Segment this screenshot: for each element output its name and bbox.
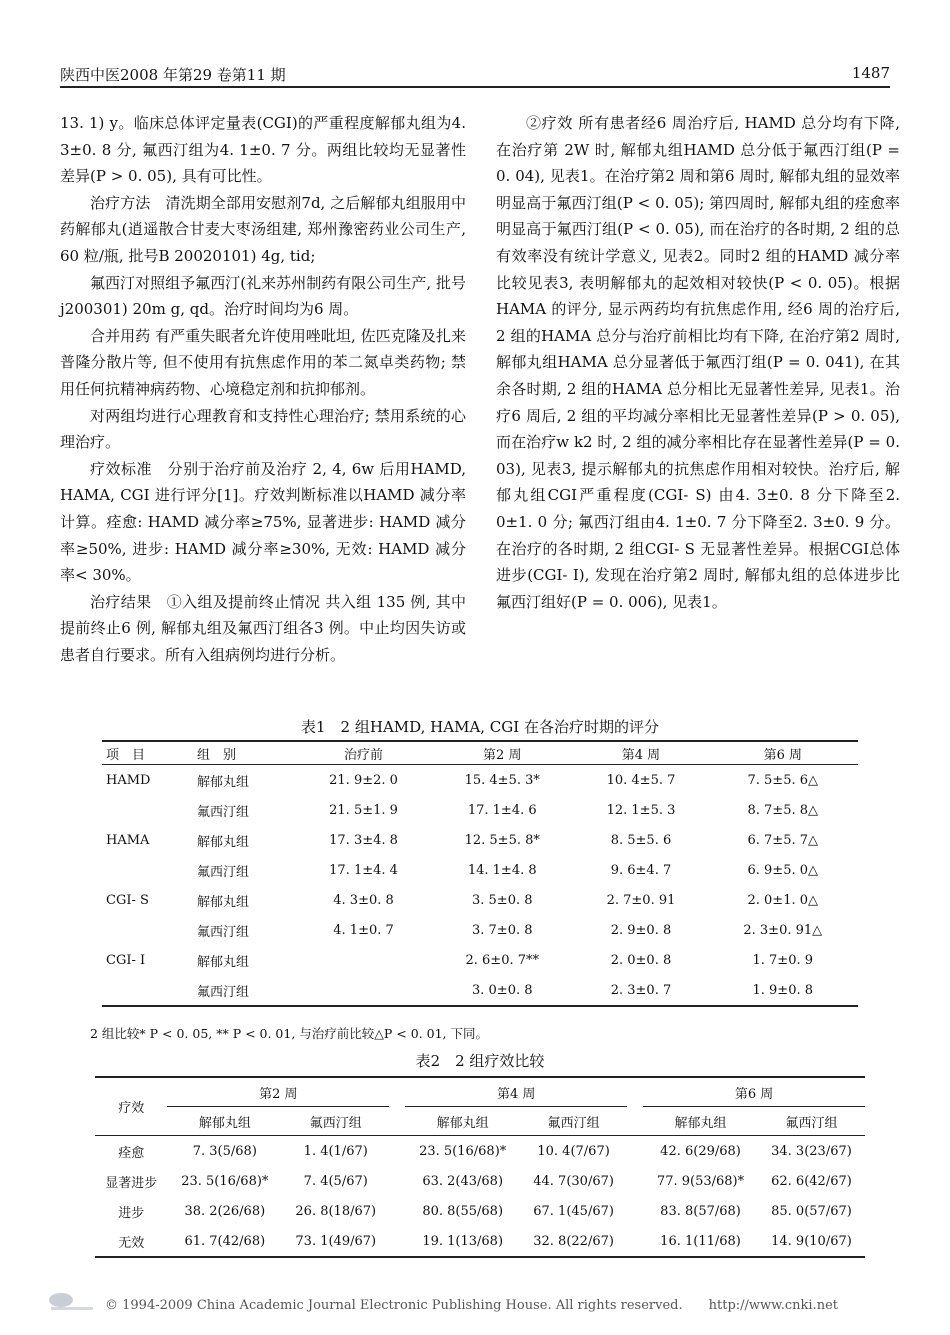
table-cell: 6. 7±5. 7△ [747,832,819,848]
table-cell: 氟西汀组 [196,864,249,880]
table-cell: 21. 9±2. 0 [329,772,398,788]
table-cell: 2. 0±1. 0△ [747,892,819,908]
table-cell: 17. 1±4. 4 [329,862,398,878]
table-cell: 32. 8(22/67) [520,1226,627,1257]
copyright-footer: © 1994-2009 China Academic Journal Electronic Publishing House. All rights reserved. http://www.cnki.net [105,1298,838,1313]
table-cell: 14. 9(10/67) [758,1226,865,1257]
cnki-logo-icon [47,1290,97,1312]
paragraph: 疗效标准 分别于治疗前及治疗 2, 4, 6w 后用HAMD, HAMA, CGI 进行评分[1]。疗效判断标准以HAMD 减分率计算。痊愈: HAMD 减分率≥75%, 显著进步: HAMD 减分率≥50%, 进步: HAMD 减分率≥30%, 无效: HAMD 减分率< 30%。 [60,459,466,585]
right-column [496,110,900,615]
table-cell: 4. 3±0. 8 [333,892,394,908]
journal-title: 陕西中医2008 年第29 卷第11 期 [60,66,286,84]
table-cell [297,975,430,1006]
table2-week: 第2 周 [167,1077,389,1107]
table-row [95,1196,865,1226]
paragraph: 合并用药 有严重失眠者允许使用唑吡坦, 佐匹克隆及扎来普隆分散片等, 但不使用有抗焦虑作用的苯二氮卓类药物; 禁用任何抗精神病药物、心境稳定剂和抗抑郁剂。 [60,326,466,398]
table-cell: 10. 4(7/67) [537,1143,610,1159]
table1-note: 2 组比较* P < 0. 05, ** P < 0. 01, 与治疗前比较△P < 0. 01, 下同。 [90,1026,488,1041]
table-cell [102,975,193,1006]
table-cell: 85. 0(57/67) [771,1203,852,1219]
table-cell: 2. 3±0. 7 [574,975,707,1006]
paragraph: ②疗效 所有患者经6 周治疗后, HAMD 总分均有下降, 在治疗第 2W 时, 解郁丸组HAMD 总分低于氟西汀组(P = 0. 04), 见表1。在治疗第2 周和第6 周时, 解郁丸组的显效率明显高于氟西汀组(P < 0. 05); 第四周时, 解郁丸组的痊愈率明显高于氟西汀组(P < 0. 05), 而在治疗的各时期, 2 组的总有效率没有统计学意义, 见表2。同时2 组的HAMD 减分率比较见表3, 表明解郁丸的起效相对较快(P < 0. 05)。根据HAMA 的评分, 显示两药均有抗焦虑作用, 经6 周的治疗后, 2 组的HAMA 总分与治疗前相比均有下降, 在治疗第2 周时, 解郁丸组HAMA 总分显著低于氟西汀组(P = 0. 041), 在其余各时期, 2 组的HAMA 总分相比无显著性差异, 见表1。治疗6 周后, 2 组的平均减分率相比无显著性差异(P > 0. 05), 而在治疗w k2 时, 2 组的减分率相比存在显著性差异(P = 0. 03), 见表3, 提示解郁丸的抗焦虑作用相对较快。治疗后, 解郁丸组CGI严重程度(CGI- S) 由4. 3±0. 8 分下降至2. 0±1. 0 分; 氟西汀组由4. 1±0. 7 分下降至2. 3±0. 9 分。在治疗的各时期, 2 组CGI- S 无显著性差异。根据CGI总体进步(CGI- I), 发现在治疗第2 周时, 解郁丸组的总体进步比氟西汀组好(P = 0. 006), 见表1。 [496,114,900,611]
table-cell: 3. 5±0. 8 [472,892,533,908]
table-cell: CGI- I [106,952,146,968]
table-cell: 解郁丸组 [196,774,249,790]
table-cell: 2. 9±0. 8 [610,922,672,938]
table2-title: 表2 2 组疗效比较 [415,1052,545,1070]
table1 [102,740,858,1007]
table-row [102,885,858,915]
table-cell: 15. 4±5. 3* [464,772,540,788]
table-row [102,915,858,945]
table1-header: 第6 周 [708,741,858,765]
table-cell: 73. 1(49/67) [282,1226,389,1257]
table-cell: 7. 4(5/67) [303,1173,368,1189]
table-row [102,855,858,885]
table-cell: 63. 2(43/68) [422,1173,504,1189]
table-cell: 氟西汀组 [196,924,249,940]
paragraph: 对两组均进行心理教育和支持性心理治疗; 禁用系统的心理治疗。 [60,406,466,452]
table-cell: 2. 0±0. 8 [610,952,672,968]
table-cell: 7. 5±5. 6△ [747,772,819,788]
table-cell: 2. 6±0. 7** [465,952,540,968]
table-cell: 1. 4(1/67) [303,1143,368,1159]
table-cell: 42. 6(29/68) [660,1143,741,1159]
table-row [95,1166,865,1196]
table-cell: 77. 9(53/68)* [656,1173,745,1189]
left-column [60,110,466,668]
table2 [95,1076,865,1258]
table2-group: 解郁丸组 [405,1107,520,1136]
table-cell: 23. 5(16/68)* [181,1173,269,1189]
table-cell: 17. 3±4. 8 [329,832,398,848]
table1-header: 项 目 [102,741,193,765]
paragraph: 治疗方法 清洗期全部用安慰剂7d, 之后解郁丸组服用中药解郁丸(逍遥散合甘麦大枣汤组建, 郑州豫密药业公司生产, 60 粒/瓶, 批号B 20020101) 4g, tid; [60,193,466,265]
table-row [95,1136,865,1167]
table-row [102,765,858,796]
table-cell: 氟西汀组 [196,804,249,820]
table-cell: 23. 5(16/68)* [419,1143,507,1159]
table-cell: 80. 8(55/68) [422,1203,504,1219]
table-cell: 38. 2(26/68) [184,1203,266,1219]
table1-header: 治疗前 [297,741,430,765]
page-number: 1487 [851,64,890,82]
table-cell: 显著进步 [105,1175,158,1191]
table-cell: 21. 5±1. 9 [329,802,398,818]
table-cell [102,855,193,885]
table2-body [95,1077,865,1257]
table2-group: 氟西汀组 [520,1107,627,1136]
table-cell: 14. 1±4. 8 [467,862,537,878]
table-cell: 2. 3±0. 91△ [743,922,823,938]
table-cell: 12. 1±5. 3 [606,802,676,818]
table2-row-header: 疗效 [95,1077,167,1136]
table-cell: 进步 [118,1205,145,1221]
table2-group: 氟西汀组 [282,1107,389,1136]
table-cell: 34. 3(23/67) [771,1143,852,1159]
table-cell: 61. 7(42/68) [167,1226,282,1257]
table-cell: CGI- S [106,892,149,908]
paragraph: 氟西汀对照组予氟西汀(礼来苏州制药有限公司生产, 批号 j200301) 20m g, qd。治疗时间均为6 周。 [60,273,466,319]
table-cell: 83. 8(57/68) [660,1203,741,1219]
table-cell: HAMA [106,832,150,848]
table2-group: 氟西汀组 [758,1107,865,1136]
table-cell: 12. 5±5. 8* [464,832,540,848]
table-cell: 无效 [95,1226,167,1257]
table1-header: 第4 周 [574,741,707,765]
table-cell: HAMD [106,772,151,788]
table-cell: 8. 5±5. 6 [610,832,672,848]
table2-group: 解郁丸组 [643,1107,758,1136]
table1-header: 第2 周 [430,741,574,765]
table-cell: 19. 1(13/68) [405,1226,520,1257]
table-cell: 解郁丸组 [196,894,249,910]
table-cell [102,915,193,945]
table-cell: 1. 7±0. 9 [752,952,814,968]
table-row [95,1226,865,1257]
table-row [102,945,858,975]
table2-week: 第6 周 [643,1077,865,1107]
table-row [102,975,858,1006]
table-cell: 26. 8(18/67) [295,1203,377,1219]
table1-body [102,765,858,1007]
table-cell: 62. 6(42/67) [771,1173,852,1189]
table-cell: 4. 1±0. 7 [333,922,394,938]
table-cell: 氟西汀组 [193,975,297,1006]
page-header [60,38,890,88]
table-cell: 8. 7±5. 8△ [747,802,819,818]
table-cell: 44. 7(30/67) [533,1173,614,1189]
table2-group: 解郁丸组 [167,1107,282,1136]
table-cell: 16. 1(11/68) [643,1226,758,1257]
table-cell [297,945,430,975]
table1-title: 表1 2 组HAMD, HAMA, CGI 在各治疗时期的评分 [301,718,659,736]
table-cell: 痊愈 [118,1145,145,1161]
paragraph: 治疗结果 ①入组及提前终止情况 共入组 135 例, 其中提前终止6 例, 解郁丸组及氟西汀组各3 例。中止均因失访或患者自行要求。所有入组病例均进行分析。 [60,592,466,664]
table-cell [102,795,193,825]
table-cell: 10. 4±5. 7 [606,772,676,788]
table-cell: 解郁丸组 [196,834,249,850]
table-cell: 7. 3(5/68) [192,1143,257,1159]
table-cell: 1. 9±0. 8 [708,975,858,1006]
table-cell: 9. 6±4. 7 [610,862,672,878]
table-cell: 2. 7±0. 91 [606,892,676,908]
table-cell: 17. 1±4. 6 [467,802,537,818]
table2-week: 第4 周 [405,1077,627,1107]
table-cell: 3. 7±0. 8 [472,922,533,938]
table-cell: 6. 9±5. 0△ [747,862,819,878]
table-cell: 67. 1(45/67) [533,1203,614,1219]
table1-header: 组 别 [193,741,297,765]
table-cell: 解郁丸组 [196,954,249,970]
paragraph: 13. 1) y。临床总体评定量表(CGI)的严重程度解郁丸组为4. 3±0. 8 分, 氟西汀组为4. 1±0. 7 分。两组比较均无显著性差异(P > 0. 05), 具有可比性。 [60,114,466,186]
table-row [102,795,858,825]
table-cell: 3. 0±0. 8 [430,975,574,1006]
table-row [102,825,858,855]
